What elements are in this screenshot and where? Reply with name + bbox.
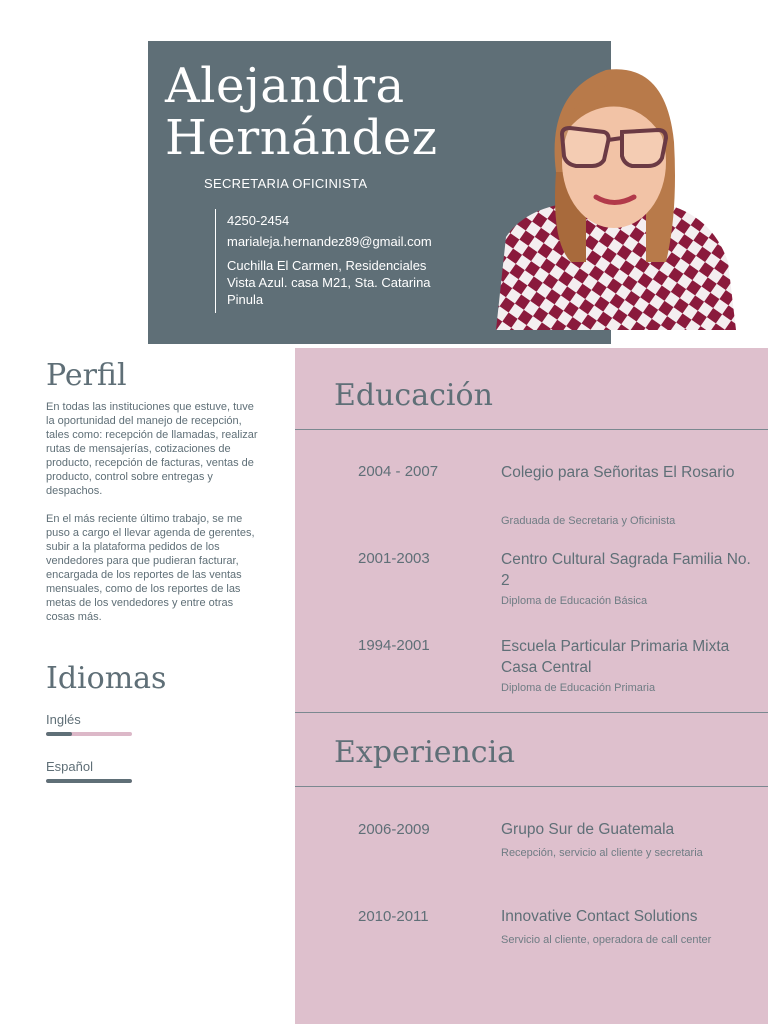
language-label-espanol: Español	[46, 759, 93, 774]
perfil-paragraph-1: En todas las instituciones que estuve, tuve la oportunidad del manejo de recepción, tales como: recepción de llamadas, realizar rutas de mensajerías, cotizaciones de producto, recepción de facturas, ventas de producto, control sobre entregas y despachos.	[46, 401, 258, 497]
perfil-text	[46, 400, 258, 638]
educacion-desc-1: Graduada de Secretaria y Oficinista	[501, 515, 676, 527]
educacion-years-2: 2001-2003	[358, 550, 430, 567]
educacion-divider	[295, 429, 768, 430]
experiencia-divider	[295, 786, 768, 787]
educacion-school-2: Centro Cultural Sagrada Familia No. 2	[501, 551, 751, 589]
profile-photo	[496, 62, 736, 330]
email-address[interactable]: marialeja.hernandez89@gmail.com	[227, 234, 432, 249]
experiencia-title: Experiencia	[334, 735, 516, 770]
language-bar-espanol	[46, 779, 132, 783]
experiencia-company-1: Grupo Sur de Guatemala	[501, 821, 675, 838]
educacion-school-3: Escuela Particular Primaria Mixta Casa Central	[501, 638, 730, 676]
experiencia-years-1: 2006-2009	[358, 821, 430, 838]
language-label-ingles: Inglés	[46, 712, 81, 727]
contact-divider	[215, 209, 216, 313]
idiomas-title: Idiomas	[46, 661, 167, 696]
educacion-title: Educación	[334, 378, 493, 413]
educacion-school-1: Colegio para Señoritas El Rosario	[501, 464, 735, 481]
phone-number: 4250-2454	[227, 213, 290, 228]
educacion-desc-3: Diploma de Educación Primaria	[501, 682, 656, 694]
perfil-paragraph-2: En el más reciente último trabajo, se me puso a cargo el llevar agenda de gerentes, subir a la plataforma pedidos de los vendedores para que pudieran facturar, encargada de los reportes de las ventas mensuales, como de los reportes de las metas de los vendedores y entre otras cosas más.	[46, 513, 255, 623]
job-title: SECRETARIA OFICINISTA	[204, 176, 368, 191]
experiencia-desc-1: Recepción, servicio al cliente y secretaria	[501, 847, 703, 859]
language-bar-ingles	[46, 732, 132, 736]
language-level-ingles	[46, 732, 72, 736]
first-name: Alejandra	[165, 58, 405, 114]
experiencia-top-divider	[295, 712, 768, 713]
experiencia-desc-2: Servicio al cliente, operadora de call center	[501, 934, 712, 946]
educacion-years-1: 2004 - 2007	[358, 463, 439, 480]
full-name	[165, 60, 438, 164]
experiencia-company-2: Innovative Contact Solutions	[501, 908, 698, 925]
experiencia-years-2: 2010-2011	[358, 908, 429, 925]
last-name: Hernández	[165, 110, 438, 166]
educacion-years-3: 1994-2001	[358, 637, 430, 654]
language-level-espanol	[46, 779, 132, 783]
home-address: Cuchilla El Carmen, Residenciales Vista Azul. casa M21, Sta. Catarina Pinula	[227, 258, 431, 307]
educacion-desc-2: Diploma de Educación Básica	[501, 595, 648, 607]
perfil-title: Perfil	[46, 358, 127, 393]
